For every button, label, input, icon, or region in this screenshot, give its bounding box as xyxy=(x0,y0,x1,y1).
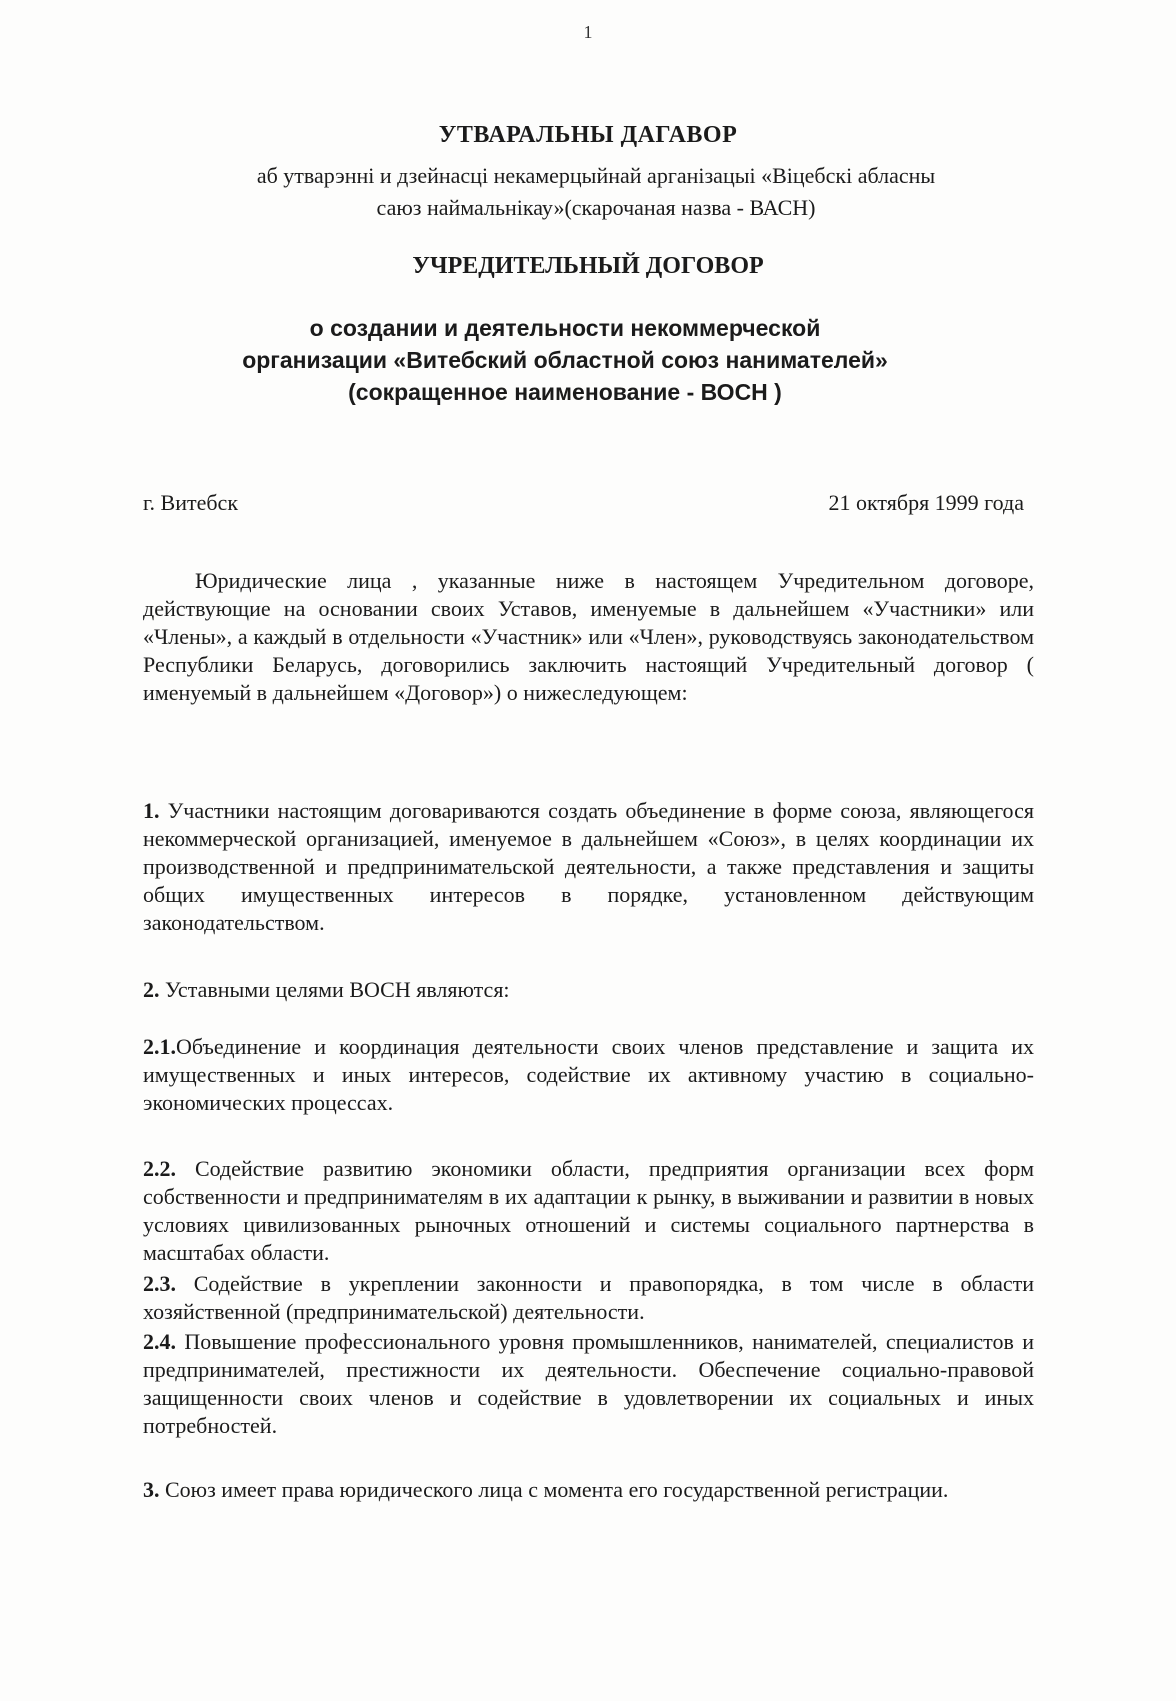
clause-number: 3. xyxy=(143,1477,160,1502)
clause-number: 1. xyxy=(143,798,160,823)
clause-2-4 xyxy=(143,1328,1034,1440)
clause-3 xyxy=(143,1476,1034,1504)
clause-number: 2.2. xyxy=(143,1156,176,1181)
subtitle-russian xyxy=(140,312,990,408)
clause-text: Уставными целями ВОСН являются: xyxy=(159,977,510,1002)
clause-text: Союз имеет права юридического лица с момента его государственной регистрации. xyxy=(159,1477,949,1502)
place-of-signing: г. Витебск xyxy=(143,490,239,515)
subtitle-russian-line-1: о создании и деятельности некоммерческой xyxy=(309,315,821,341)
clause-number: 2.4. xyxy=(143,1329,176,1354)
date-of-signing: 21 октября 1999 года xyxy=(828,490,1024,515)
clause-text: Повышение профессионального уровня промышленников, нанимателей, специалистов и предпринимателей, престижности их деятельности. Обеспечение социально-правовой защищенности своих членов и содействие в удовлетворении их социальных и иных потребностей. xyxy=(143,1329,1034,1438)
clause-number: 2.1. xyxy=(143,1034,176,1059)
title-russian: УЧРЕДИТЕЛЬНЫЙ ДОГОВОР xyxy=(412,253,764,279)
subtitle-russian-line-3: (сокращенное наименование - ВОСН ) xyxy=(348,379,782,405)
clause-text: Участники настоящим договариваются создать объединение в форме союза, являющегося некоммерческой организацией, именуемое в дальнейшем «Союз», в целях координации их производственной и предпринимательской деятельности, а также представления и защиты общих имущественных интересов в порядке, установленном действующим законодательством. xyxy=(143,798,1034,935)
clause-number: 2.3. xyxy=(143,1271,176,1296)
clause-2-3 xyxy=(143,1270,1034,1326)
clause-text: Содействие развитию экономики области, предприятия организации всех форм собственности и предпринимателям в их адаптации к рынку, в выживании и развитии в новых условиях цивилизованных рыночных отношений и системы социального партнерства в масштабах области. xyxy=(143,1156,1034,1265)
subtitle-belarusian: аб утварэнні и дзейнасці некамерцыйнай арганізацыі «Віцебскі абласны саюз наймальнікау»(скарочаная назва - ВАСН) xyxy=(256,163,936,220)
page-number: 1 xyxy=(583,22,593,42)
clause-2 xyxy=(143,976,1034,1004)
preamble-paragraph: Юридические лица , указанные ниже в настоящем Учредительном договоре, действующие на основании своих Уставов, именуемые в дальнейшем «Участники» или «Члены», а каждый в отдельности «Участник» или «Член», руководствуясь законодательством Республики Беларусь, договорились заключить настоящий Учредительный договор ( именуемый в дальнейшем «Договор») о нижеследующем: xyxy=(143,568,1034,705)
clause-number: 2. xyxy=(143,977,160,1002)
clause-text: Содействие в укреплении законности и правопорядка, в том числе в области хозяйственной (предпринимательской) деятельности. xyxy=(143,1271,1034,1324)
title-belarusian: УТВАРАЛЬНЫ ДАГАВОР xyxy=(438,122,738,148)
clause-2-1 xyxy=(143,1033,1034,1117)
clause-2-2 xyxy=(143,1155,1034,1267)
clause-1 xyxy=(143,797,1034,937)
clause-text: Объединение и координация деятельности своих членов представление и защита их имущественных и иных интересов, содействие их активному участию в социально-экономических процессах. xyxy=(143,1034,1034,1115)
subtitle-russian-line-2: организации «Витебский областной союз нанимателей» xyxy=(242,347,888,373)
